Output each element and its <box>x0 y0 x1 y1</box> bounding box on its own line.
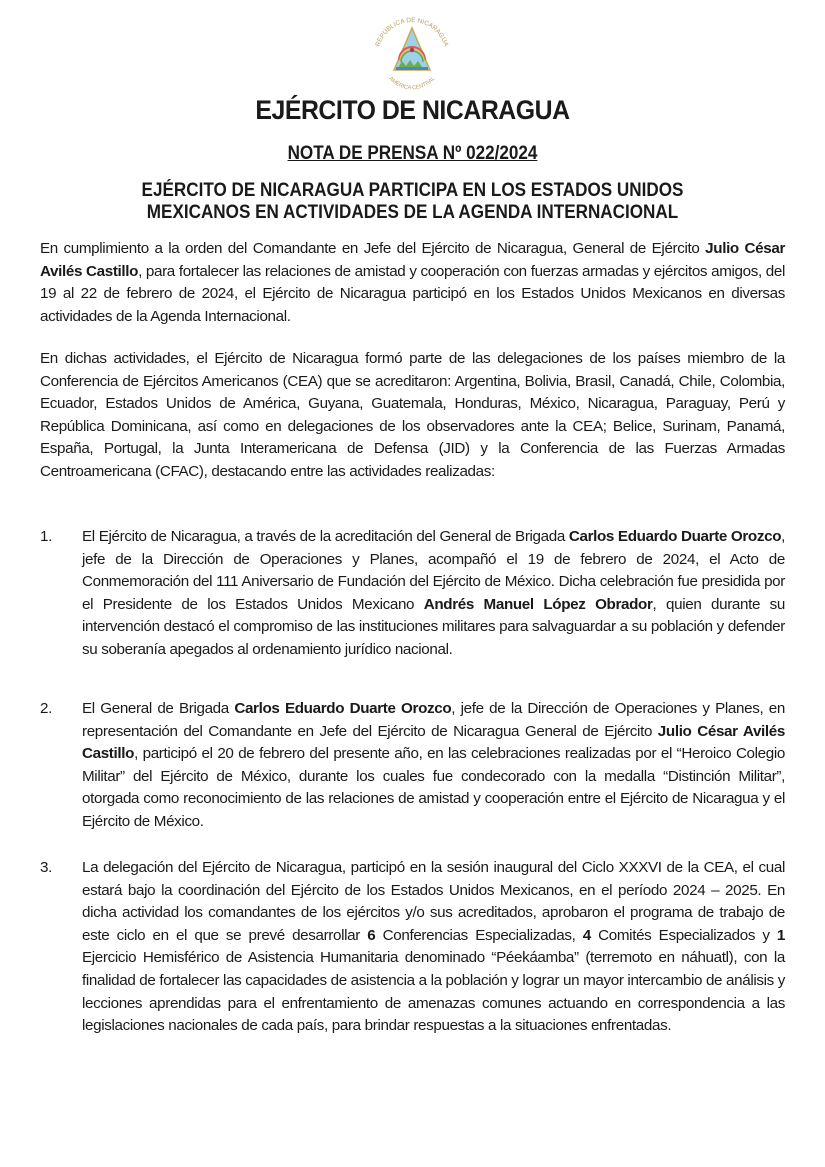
organization-title: EJÉRCITO DE NICARAGUA <box>255 95 570 125</box>
text-segment: El Ejército de Nicaragua, a través de la acreditación del General de Brigada <box>82 528 569 545</box>
text-segment: El General de Brigada <box>82 700 235 717</box>
paragraph-intro <box>40 238 785 328</box>
bold-name: Andrés Manuel López Obrador <box>423 595 653 613</box>
text-segment: , participó el 20 de febrero del presente año, en las celebraciones realizadas por el “Heroico Colegio Militar” del Ejército de México, durante los cuales fue condecorado con la medalla “Distinción Militar”, otorgada como reconocimiento de las relaciones de amistad y cooperación entre el Ejército de Nicaragua y el Ejército de México. <box>82 745 785 830</box>
text-segment: Ejercicio Hemisférico de Asistencia Humanitaria denominado “Péekáamba” (terremoto en náhuatl), con la finalidad de fortalecer las capacidades de asistencia a la población y lograr un mayor intercambio de análisis y lecciones aprendidas para el enfrentamiento de amenazas comunes actuando en correspondencia a las legislaciones nacionales de cada país, para brindar respuestas a la situaciones enfrentadas. <box>82 949 785 1035</box>
headline-line-1: EJÉRCITO DE NICARAGUA PARTICIPA EN LOS ESTADOS UNIDOS <box>141 180 684 201</box>
list-number: 1. <box>40 528 52 545</box>
headline-line-2: MEXICANOS EN ACTIVIDADES DE LA AGENDA INTERNACIONAL <box>146 202 679 223</box>
text-segment: , jefe de la Dirección de Operaciones y Planes, acompañó el 19 de febrero de 2024, el Acto de Conmemoración del 111 Aniversario de Fundación del Ejército de México. Dicha celebración fue presidida por el Presidente de los Estados Unidos Mexicano <box>82 528 785 613</box>
nicaragua-coat-of-arms-icon <box>364 14 460 90</box>
text-segment: En cumplimiento a la orden del Comandante en Jefe del Ejército de Nicaragua, General de Ejército <box>40 240 706 257</box>
emblem-text-bottom: AMÉRICA CENTRAL <box>387 75 437 90</box>
list-text <box>82 526 785 662</box>
list-number: 2. <box>40 700 52 717</box>
list-item <box>40 698 785 834</box>
bold-name: Carlos Eduardo Duarte Orozco <box>234 700 452 717</box>
list-text <box>82 698 785 834</box>
text-segment: En dichas actividades, el Ejército de Nicaragua formó parte de las delegaciones de los países miembro de la Conferencia de Ejércitos Americanos (CEA) que se acreditaron: Argentina, Bolivia, Brasil, Canadá, Chile, Colombia, Ecuador, Estados Unidos de América, Guyana, Guatemala, Honduras, México, Nicaragua, Paraguay, Perú y República Dominicana, así como en delegaciones de los observadores ante la CEA; Belice, Surinam, Panamá, España, Portugal, la Junta Interamericana de Defensa (JID) y la Conferencia de las Fuerzas Armadas Centroamericana (CFAC), destacando entre las actividades realizadas: <box>40 350 785 480</box>
bold-name: 1 <box>776 926 785 944</box>
list-number: 3. <box>40 859 52 876</box>
text-segment: La delegación del Ejército de Nicaragua, participó en la sesión inaugural del Ciclo XXXVI de la CEA, el cual estará bajo la coordinación del Ejército de los Estados Unidos Mexicanos, en el período 2024 – 2025. En dicha actividad los comandantes de los ejércitos y/o sus acreditados, aprobaron el programa de trabajo de este ciclo en el que se prevé desarrollar <box>82 859 785 944</box>
list-text <box>82 857 785 1038</box>
text-segment: , para fortalecer las relaciones de amistad y cooperación con fuerzas armadas y ejércitos amigos, del 19 al 22 de febrero de 2024, el Ejército de Nicaragua participó en los Estados Unidos Mexicanos en diversas actividades de la Agenda Internacional. <box>40 262 785 325</box>
bold-name: Julio César Avilés Castillo <box>82 722 785 763</box>
paragraph-delegations <box>40 348 785 484</box>
text-segment: , quien durante su intervención destacó el compromiso de las instituciones militares para salvaguardar a su población y defender su soberanía apegados al ordenamiento jurídico nacional. <box>82 595 785 658</box>
bold-name: 6 <box>367 926 376 944</box>
press-release-number: NOTA DE PRENSA Nº 022/2024 <box>287 143 538 164</box>
emblem-text-top: REPÚBLICA DE NICARAGUA <box>374 16 450 48</box>
text-segment: Conferencias Especializadas, <box>375 926 583 944</box>
list-item <box>40 857 785 1038</box>
bold-name: Carlos Eduardo Duarte Orozco <box>568 528 782 545</box>
headline <box>77 180 748 224</box>
list-item <box>40 526 785 662</box>
bold-name: Julio César Avilés Castillo <box>40 240 785 280</box>
bold-name: 4 <box>582 926 591 944</box>
text-segment: Comités Especializados y <box>590 926 777 944</box>
text-segment: , jefe de la Dirección de Operaciones y Planes, en representación del Comandante en Jefe del Ejército de Nicaragua General de Ejército <box>82 700 785 740</box>
